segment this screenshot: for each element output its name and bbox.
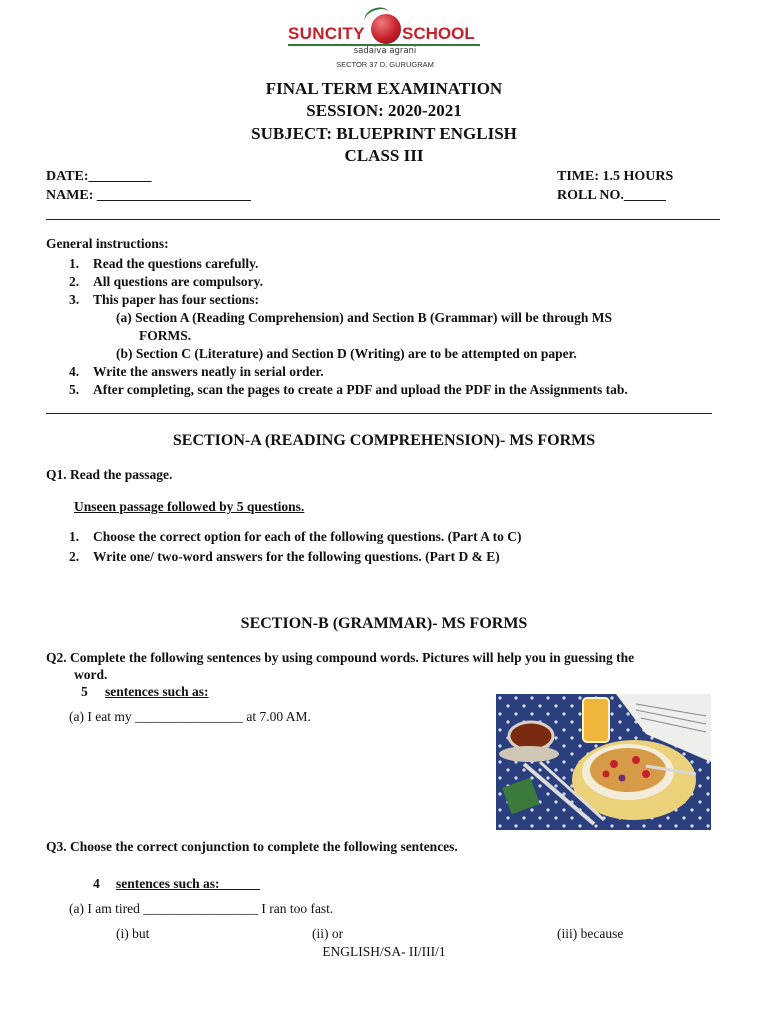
breakfast-picture: [496, 694, 711, 830]
q2-text: Q2. Complete the following sentences by using compound words. Pictures will help you in guessing the: [46, 650, 635, 665]
section-b-title: SECTION-B (GRAMMAR)- MS FORMS: [240, 615, 528, 632]
exam-class: CLASS III: [344, 146, 424, 165]
instruction-sub-b: (b) Section C (Literature) and Section D (Writing) are to be attempted on paper.: [116, 346, 577, 361]
logo-address: SECTOR 37 D, GURUGRAM: [336, 60, 434, 69]
logo-motto: sadaiva agrani: [353, 46, 417, 56]
section-a-title: SECTION-A (READING COMPREHENSION)- MS FORMS: [172, 432, 596, 449]
instruction-text: Read the questions carefully.: [93, 256, 259, 271]
q2-count: 5: [81, 684, 88, 699]
instruction-num: 1.: [69, 256, 80, 271]
q3-such-label: sentences such as:: [116, 876, 220, 891]
instruction-sub-a-cont: FORMS.: [139, 328, 192, 343]
logo-name-left: SUNCITY: [288, 24, 365, 43]
instruction-num: 4.: [69, 364, 80, 379]
section-a-item-num: 1.: [69, 529, 80, 544]
section-a-item-text: Write one/ two-word answers for the following questions. (Part D & E): [93, 549, 500, 564]
q3-such-blank: ______: [219, 876, 260, 891]
q3-such: [116, 876, 260, 892]
school-logo: [280, 6, 490, 72]
instruction-text: All questions are compulsory.: [93, 274, 264, 289]
instruction-text: Write the answers neatly in serial order.: [93, 364, 324, 379]
q2-example: (a) I eat my ________________ at 7.00 AM.: [69, 709, 311, 724]
instruction-num: 3.: [69, 292, 80, 307]
roll-field: ROLL NO.______: [557, 188, 666, 203]
divider-instructions: [46, 413, 712, 414]
instruction-num: 2.: [69, 274, 80, 289]
instructions-heading: General instructions:: [46, 236, 169, 251]
option-or: (ii) or: [312, 926, 344, 941]
divider-top: [46, 219, 720, 220]
section-a-item-num: 2.: [69, 549, 80, 564]
name-field: NAME: ______________________: [46, 188, 251, 203]
logo-name-right: SCHOOL: [402, 24, 475, 43]
exam-title: FINAL TERM EXAMINATION: [265, 79, 503, 98]
instruction-num: 5.: [69, 382, 80, 397]
q2-text-cont: word.: [74, 667, 108, 682]
exam-session: SESSION: 2020-2021: [306, 101, 462, 120]
logo-ball-icon: [371, 14, 401, 44]
page-footer: ENGLISH/SA- II/III/1: [322, 944, 446, 959]
q3-example: (a) I am tired _________________ I ran too fast.: [69, 901, 334, 916]
q1-note: Unseen passage followed by 5 questions.: [74, 499, 305, 514]
q3-count: 4: [93, 876, 100, 891]
section-a-item-text: Choose the correct option for each of the following questions. (Part A to C): [93, 529, 522, 544]
q1-text: Q1. Read the passage.: [46, 467, 173, 482]
option-but: (i) but: [116, 926, 150, 941]
instruction-sub-a: (a) Section A (Reading Comprehension) and Section B (Grammar) will be through MS: [116, 310, 613, 325]
instruction-text: After completing, scan the pages to create a PDF and upload the PDF in the Assignments tab.: [93, 382, 628, 397]
exam-subject: SUBJECT: BLUEPRINT ENGLISH: [251, 124, 517, 143]
date-field: DATE:_________: [46, 169, 152, 184]
instruction-text: This paper has four sections:: [93, 292, 260, 307]
q3-text: Q3. Choose the correct conjunction to complete the following sentences.: [46, 839, 458, 854]
q2-such: sentences such as:: [105, 684, 209, 699]
option-because: (iii) because: [557, 926, 624, 941]
time-field: TIME: 1.5 HOURS: [557, 169, 674, 184]
juice-glass-icon: [583, 698, 609, 742]
